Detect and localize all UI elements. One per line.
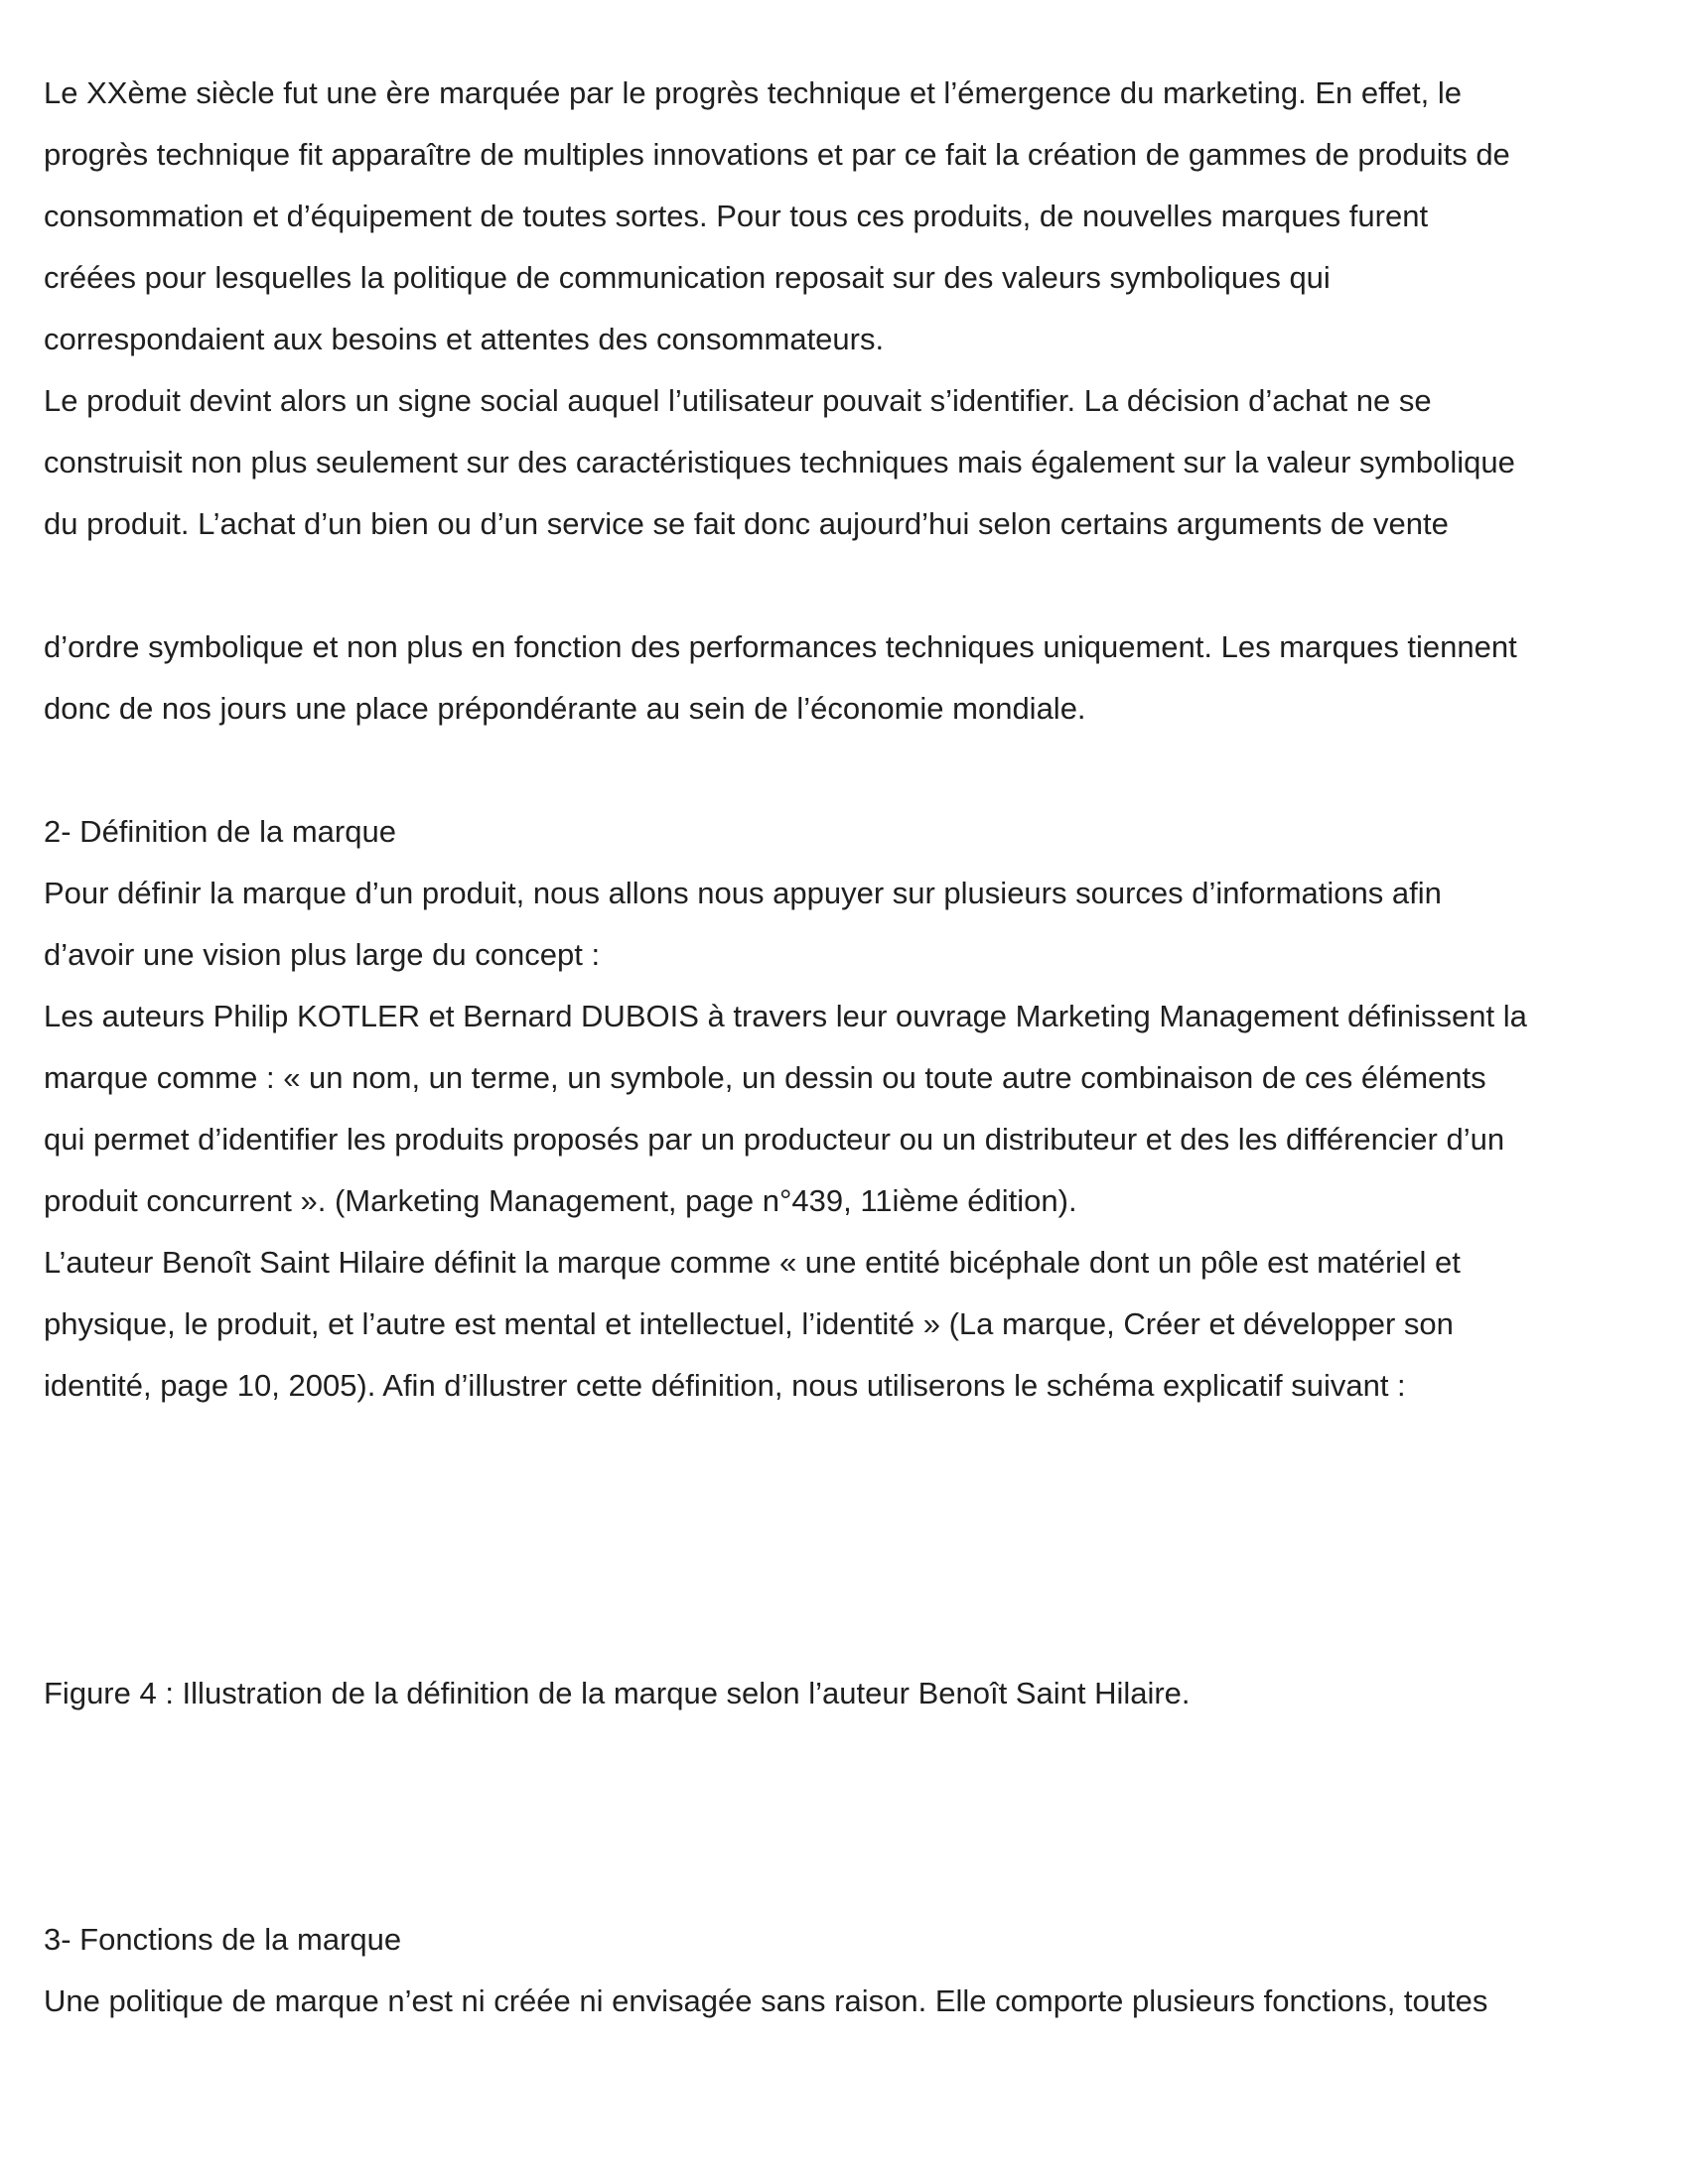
intro-line: progrès technique fit apparaître de multiples innovations et par ce fait la création de gammes de produits de — [44, 137, 1510, 172]
symbolic-line: Le produit devint alors un signe social auquel l’utilisateur pouvait s’identifier. La décision d’achat ne se — [44, 383, 1432, 418]
section-2-intro-line: d’avoir une vision plus large du concept : — [44, 937, 601, 972]
intro-line: Le XXème siècle fut une ère marquée par le progrès technique et l’émergence du marketing. En effet, le — [44, 75, 1462, 110]
symbolic-line: construisit non plus seulement sur des caractéristiques techniques mais également sur la valeur symbolique — [44, 445, 1515, 479]
symbolic-line: du produit. L’achat d’un bien ou d’un service se fait donc aujourd’hui selon certains arguments de vente — [44, 506, 1449, 541]
intro-line: consommation et d’équipement de toutes sortes. Pour tous ces produits, de nouvelles marques furent — [44, 199, 1429, 233]
figure-caption: Figure 4 : Illustration de la définition de la marque selon l’auteur Benoît Saint Hilaire. — [44, 1676, 1191, 1710]
kotler-definition-line: produit concurrent ». (Marketing Management, page n°439, 11ième édition). — [44, 1183, 1077, 1218]
section-3-heading: 3- Fonctions de la marque — [44, 1922, 402, 1957]
section-3-line: Une politique de marque n’est ni créée ni envisagée sans raison. Elle comporte plusieurs fonctions, toutes — [44, 1983, 1488, 2018]
kotler-definition-line: marque comme : « un nom, un terme, un symbole, un dessin ou toute autre combinaison de ces éléments — [44, 1060, 1486, 1095]
intro-line: créées pour lesquelles la politique de communication reposait sur des valeurs symboliques qui — [44, 260, 1331, 295]
saint-hilaire-definition-line: identité, page 10, 2005). Afin d’illustrer cette définition, nous utiliserons le schéma explicatif suivant : — [44, 1368, 1406, 1403]
kotler-definition-line: Les auteurs Philip KOTLER et Bernard DUBOIS à travers leur ouvrage Marketing Management définissent la — [44, 999, 1527, 1033]
continuation-line: donc de nos jours une place prépondérante au sein de l’économie mondiale. — [44, 691, 1086, 726]
section-2-heading: 2- Définition de la marque — [44, 814, 396, 849]
section-2-intro-line: Pour définir la marque d’un produit, nous allons nous appuyer sur plusieurs sources d’informations afin — [44, 876, 1442, 910]
intro-line: correspondaient aux besoins et attentes des consommateurs. — [44, 322, 885, 356]
saint-hilaire-definition-line: physique, le produit, et l’autre est mental et intellectuel, l’identité » (La marque, Créer et développer son — [44, 1306, 1454, 1341]
saint-hilaire-definition-line: L’auteur Benoît Saint Hilaire définit la marque comme « une entité bicéphale dont un pôle est matériel et — [44, 1245, 1461, 1280]
continuation-line: d’ordre symbolique et non plus en fonction des performances techniques uniquement. Les marques tiennent — [44, 629, 1517, 664]
kotler-definition-line: qui permet d’identifier les produits proposés par un producteur ou un distributeur et des les différencier d’un — [44, 1122, 1505, 1157]
